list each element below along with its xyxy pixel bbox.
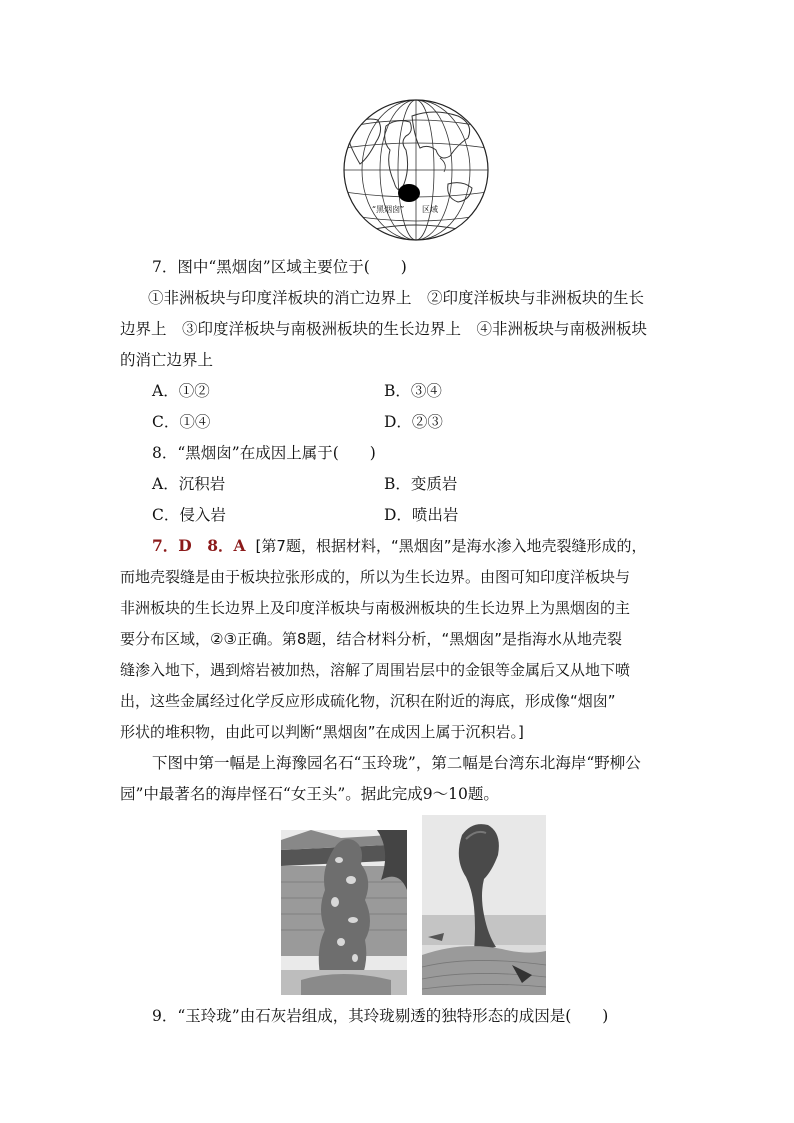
black-smoker-marker: [398, 184, 420, 202]
answer-line4: 要分布区域，②③正确。第8题，结合材料分析，“黑烟囱”是指海水从地壳裂: [120, 630, 622, 648]
q7-option-d[interactable]: D．②③: [384, 413, 443, 431]
q7-statements-line3: 的消亡边界上: [120, 351, 214, 369]
answer-line2: 而地壳裂缝是由于板块拉张形成的，所以为生长边界。由图可知印度洋板块与: [120, 568, 631, 586]
q8-option-b[interactable]: B．变质岩: [384, 475, 458, 493]
answer-key: 7．D 8．A: [152, 536, 246, 555]
q7-option-b[interactable]: B．③④: [384, 382, 442, 400]
answer-line6: 出，这些金属经过化学反应形成硫化物，沉积在附近的海底，形成像“烟囱”: [120, 692, 616, 710]
q8-option-c[interactable]: C．侵入岩: [152, 506, 226, 524]
q8-option-a[interactable]: A．沉积岩: [152, 475, 226, 493]
answer-text-1: [第7题，根据材料，“黑烟囱”是海水渗入地壳裂缝形成的，: [255, 537, 647, 555]
q9-stem: 9．“玉玲珑”由石灰岩组成，其玲珑剔透的独特形态的成因是( ): [152, 1007, 609, 1025]
answer-line3: 非洲板块的生长边界上及印度洋板块与南极洲板块的生长边界上为黑烟囱的主: [120, 599, 631, 617]
q7-statements-line1: ①非洲板块与印度洋板块的消亡边界上 ②印度洋板块与非洲板块的生长: [148, 289, 645, 307]
q8-option-d[interactable]: D．喷出岩: [384, 506, 459, 524]
q7-stem: 7．图中“黑烟囱”区域主要位于( ): [152, 258, 407, 276]
answer-line5: 缝渗入地下，遇到熔岩被加热，溶解了周围岩层中的金银等金属后又从地下喷: [120, 661, 631, 679]
q7-option-a[interactable]: A．①②: [152, 382, 210, 400]
queens-head-rock-photo: [422, 815, 546, 995]
marker-label: “黑烟囱”: [372, 205, 405, 214]
q7-option-c[interactable]: C．①④: [152, 413, 211, 431]
region-label: 区域: [422, 205, 438, 214]
intro-line2: 园”中最著名的海岸怪石“女王头”。据此完成9～10题。: [120, 785, 499, 803]
answer-line7: 形状的堆积物，由此可以判断“黑烟囱”在成因上属于沉积岩。]: [120, 723, 524, 741]
globe-map-figure: [340, 98, 492, 246]
yulinglong-rock-photo: [281, 830, 407, 995]
q8-stem: 8．“黑烟囱”在成因上属于( ): [152, 444, 376, 462]
answer-line1: [152, 536, 647, 556]
q7-statements-line2: 边界上 ③印度洋板块与南极洲板块的生长边界上 ④非洲板块与南极洲板块: [120, 320, 648, 338]
intro-line1: 下图中第一幅是上海豫园名石“玉玲珑”，第二幅是台湾东北海岸“野柳公: [152, 754, 641, 772]
